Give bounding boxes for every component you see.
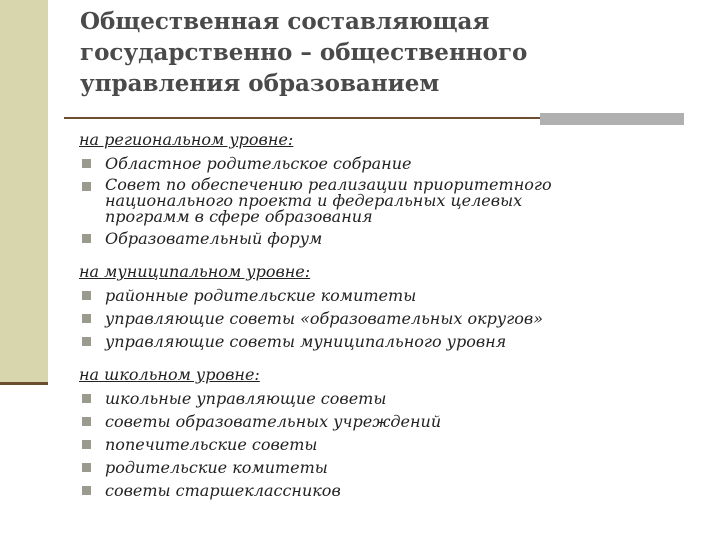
section-heading-municipal: на муниципальном уровне: [79,262,311,281]
square-bullet-icon [82,314,91,323]
square-bullet-icon [82,394,91,403]
list-item-text: Совет по обеспечению реализации приоритетного национального проекта и федеральных целевых программ в сфере образования [105,175,552,226]
square-bullet-icon [82,159,91,168]
list-regional [79,154,709,248]
square-bullet-icon [82,463,91,472]
slide-content [79,130,709,514]
section-school [79,365,709,500]
section-heading-school: на школьном уровне: [79,365,260,384]
list-item-text: Образовательный форум [105,229,323,248]
list-item [79,154,709,173]
list-item-text: школьные управляющие советы [105,389,387,408]
list-item [79,309,709,328]
square-bullet-icon [82,337,91,346]
list-item-text: советы старшеклассников [105,481,341,500]
list-item-text: управляющие советы муниципального уровня [105,332,507,351]
list-item-text: управляющие советы «образовательных округов» [105,309,544,328]
list-item [79,286,709,305]
list-item-text: Областное родительское собрание [105,154,412,173]
square-bullet-icon [82,417,91,426]
square-bullet-icon [82,440,91,449]
square-bullet-icon [82,182,91,191]
left-accent-line [0,382,48,385]
list-item [79,435,709,454]
list-item [79,412,709,431]
left-accent-band [0,0,48,382]
slide-title: Общественная составляющая государственно – общественного управления образованием [80,8,528,97]
list-school [79,389,709,500]
list-item-text: советы образовательных учреждений [105,412,442,431]
section-municipal [79,262,709,351]
list-item [79,389,709,408]
section-regional [79,130,709,248]
title-divider-accent [540,113,684,125]
square-bullet-icon [82,486,91,495]
list-item-text: районные родительские комитеты [105,286,417,305]
list-item [79,481,709,500]
square-bullet-icon [82,291,91,300]
list-item [79,458,709,477]
square-bullet-icon [82,234,91,243]
list-item-text: родительские комитеты [105,458,328,477]
list-item [79,229,709,248]
section-heading-regional: на региональном уровне: [79,130,294,149]
list-municipal [79,286,709,351]
list-item-text: попечительские советы [105,435,318,454]
list-item [79,332,709,351]
list-item [79,177,709,225]
title-divider [64,117,540,119]
